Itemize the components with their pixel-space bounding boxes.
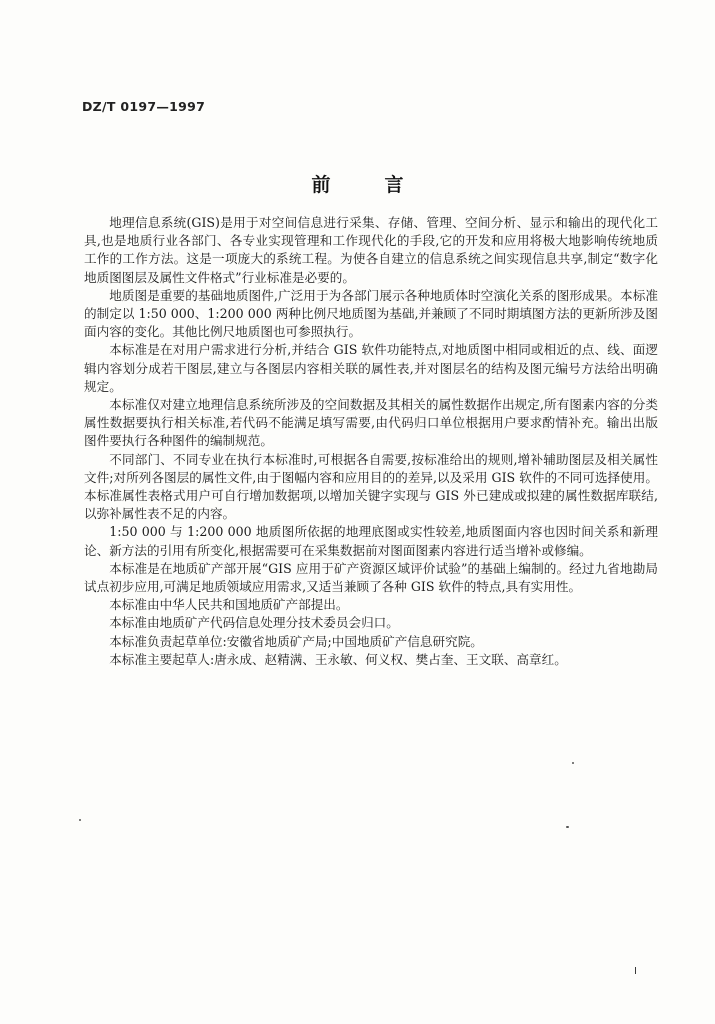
paragraph: 本标准是在对用户需求进行分析,并结合 GIS 软件功能特点,对地质图中相同或相近的点、线、面逻辑内容划分成若干图层,建立与各图层内容相关联的属性表,并对图层名的结构及图元编号方法给出明确规定。 <box>84 342 658 394</box>
scan-speck <box>79 819 81 821</box>
page-number: I <box>634 966 637 977</box>
paragraph: 本标准负责起草单位:安徽省地质矿产局;中国地质矿产信息研究院。 <box>109 633 483 649</box>
paragraph: 本标准由中华人民共和国地质矿产部提出。 <box>109 597 349 613</box>
paragraph: 本标准由地质矿产代码信息处理分技术委员会归口。 <box>109 615 399 631</box>
standard-code: DZ/T 0197—1997 <box>82 99 206 114</box>
paragraph: 地质图是重要的基础地质图件,广泛用于为各部门展示各种地质体时空演化关系的图形成果。本标准的制定以 1:50 000、1:200 000 两种比例尺地质图为基础,并兼顾了不同时期填图方法的更新所涉及图面内容的变化。其他比例尺地质图也可参照执行。 <box>84 287 658 340</box>
paragraph: 地理信息系统(GIS)是用于对空间信息进行采集、存储、管理、空间分析、显示和输出的现代化工具,也是地质行业各部门、各专业实现管理和工作现代化的手段,它的开发和应用将极大地影响传统地质工作的工作方法。这是一项庞大的系统工程。为使各自建立的信息系统之间实现信息共享,制定“数字化地质图图层及属性文件格式”行业标准是必要的。 <box>84 215 658 285</box>
scan-speck <box>566 826 569 828</box>
paragraph: 本标准仅对建立地理信息系统所涉及的空间数据及其相关的属性数据作出规定,所有图素内容的分类属性数据要执行相关标准,若代码不能满足填写需要,由代码归口单位根据用户要求酌情补充。输出出版图件要执行各种图件的编制规范。 <box>84 397 658 449</box>
paragraph: 本标准主要起草人:唐永成、赵精满、王永敏、何义权、樊占奎、王文联、高章红。 <box>109 651 567 667</box>
paragraph: 不同部门、不同专业在执行本标准时,可根据各自需要,按标准给出的规则,增补辅助图层及相关属性文件;对所列各图层的属性文件,由于图幅内容和应用目的的差异,以及采用 GIS 软件的不同可选择使用。本标准属性表格式用户可自行增加数据项,以增加关键字实现与 GIS 外已建成或拟建的属性数据库联结,以弥补属性表不足的内容。 <box>84 451 658 522</box>
scan-speck <box>572 762 574 764</box>
paragraph: 本标准是在地质矿产部开展“GIS 应用于矿产资源区域评价试验”的基础上编制的。经过九省地勘局试点初步应用,可满足地质领域应用需求,又适当兼顾了各种 GIS 软件的特点,具有实用性。 <box>84 560 658 595</box>
foreword-body <box>84 214 658 669</box>
page-title: 前言 <box>311 174 458 196</box>
paragraph: 1:50 000 与 1:200 000 地质图所依据的地理底图或实性较差,地质图面内容也因时间关系和新理论、新方法的引用有所变化,根据需要可在采集数据前对图面图素内容进行适当增补或修编。 <box>84 524 658 558</box>
